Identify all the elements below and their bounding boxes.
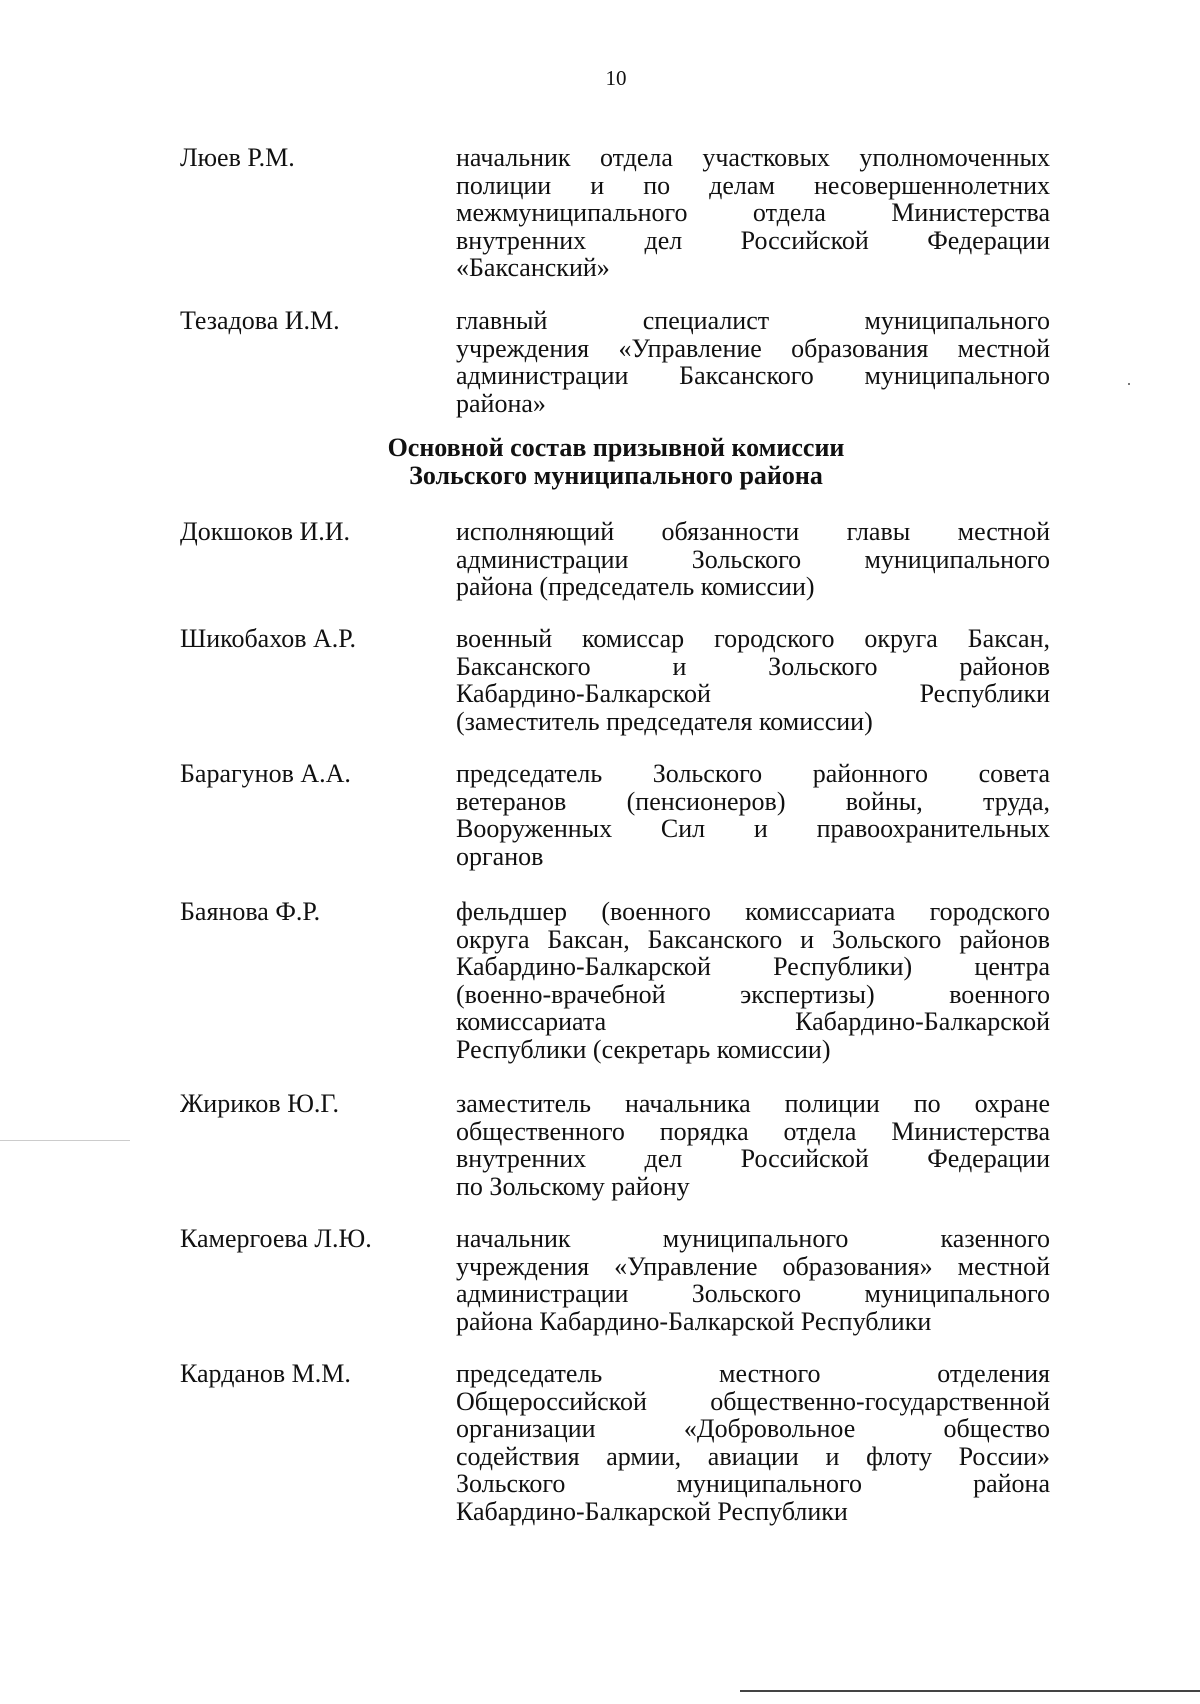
position-line: «Баксанский» (456, 253, 610, 282)
member-name: Жириков Ю.Г. (180, 1089, 340, 1118)
position-line: председатель Зольского районного совета (456, 759, 1050, 788)
member-position (456, 1225, 1050, 1335)
member-name: Баянова Ф.Р. (180, 897, 321, 926)
position-line: (заместитель председателя комиссии) (456, 706, 873, 736)
scan-bottom-edge (740, 1690, 1200, 1692)
position-line: по Зольскому району (456, 1171, 690, 1201)
position-line: района Кабардино-Балкарской Республики (456, 1306, 932, 1336)
position-line: Кабардино-Балкарской Республики) центра (456, 952, 1050, 981)
position-line: комиссариата Кабардино-Балкарской (456, 1007, 1050, 1036)
position-line: Кабардино-Балкарской Республики (456, 679, 1050, 708)
section-heading-line: Зольского муниципального района (409, 461, 823, 490)
position-line: военный комиссар городского округа Баксан, (456, 624, 1050, 653)
position-line: администрации Баксанского муниципального (456, 361, 1050, 390)
position-line: начальник муниципального казенного (456, 1224, 1050, 1253)
position-line: внутренних дел Российской Федерации (456, 1144, 1050, 1173)
member-position (456, 144, 1050, 282)
member-name: Докшоков И.И. (180, 517, 351, 546)
position-line: исполняющий обязанности главы местной (456, 517, 1050, 546)
position-line: ветеранов (пенсионеров) войны, труда, (456, 786, 1050, 816)
position-line: фельдшер (военного комиссариата городского (456, 897, 1050, 926)
position-line: Кабардино-Балкарской Республики (456, 1496, 848, 1526)
member-name: Камергоева Л.Ю. (180, 1224, 372, 1253)
member-position (456, 898, 1050, 1063)
member-position (456, 760, 1050, 870)
position-line: администрации Зольского муниципального (456, 544, 1050, 574)
member-name: Шикобахов А.Р. (180, 624, 356, 653)
member-name: Люев Р.М. (180, 143, 295, 172)
position-line: района» (456, 388, 546, 418)
position-line: администрации Зольского муниципального (456, 1279, 1050, 1308)
section-heading (0, 434, 1200, 490)
position-line: полиции и по делам несовершеннолетних (456, 170, 1050, 200)
position-line: органов (456, 841, 544, 871)
member-position (456, 518, 1050, 601)
member-name: Тезадова И.М. (180, 306, 340, 335)
position-line: содействия армии, авиации и флоту России» (456, 1441, 1050, 1471)
position-line: Баксанского и Зольского районов (456, 651, 1050, 681)
position-line: округа Баксан, Баксанского и Зольского районов (456, 924, 1050, 954)
member-position (456, 1090, 1050, 1200)
position-line: Республики (секретарь комиссии) (456, 1034, 831, 1064)
position-line: начальник отдела участковых уполномоченных (456, 143, 1050, 172)
member-position (456, 625, 1050, 735)
position-line: главный специалист муниципального (456, 306, 1050, 335)
position-line: Зольского муниципального района (456, 1469, 1050, 1498)
position-line: организации «Добровольное общество (456, 1414, 1050, 1443)
page-number: 10 (605, 66, 627, 90)
position-line: района (председатель комиссии) (456, 572, 815, 601)
member-position (456, 307, 1050, 417)
position-line: Общероссийской общественно-государственной (456, 1386, 1050, 1416)
position-line: (военно-врачебной экспертизы) военного (456, 979, 1050, 1009)
position-line: межмуниципального отдела Министерства (456, 198, 1050, 227)
member-name: Карданов М.М. (180, 1359, 351, 1388)
position-line: председатель местного отделения (456, 1359, 1050, 1388)
position-line: Вооруженных Сил и правоохранительных (456, 814, 1050, 843)
position-line: общественного порядка отдела Министерства (456, 1116, 1050, 1146)
member-name: Барагунов А.А. (180, 759, 351, 788)
position-line: учреждения «Управление образования местной (456, 333, 1050, 363)
member-position (456, 1360, 1050, 1525)
position-line: учреждения «Управление образования» местной (456, 1251, 1050, 1281)
position-line: заместитель начальника полиции по охране (456, 1089, 1050, 1118)
position-line: внутренних дел Российской Федерации (456, 225, 1050, 255)
scan-speck (1128, 383, 1130, 385)
scan-margin-mark (0, 1140, 130, 1141)
section-heading-line: Основной состав призывной комиссии (387, 433, 845, 462)
